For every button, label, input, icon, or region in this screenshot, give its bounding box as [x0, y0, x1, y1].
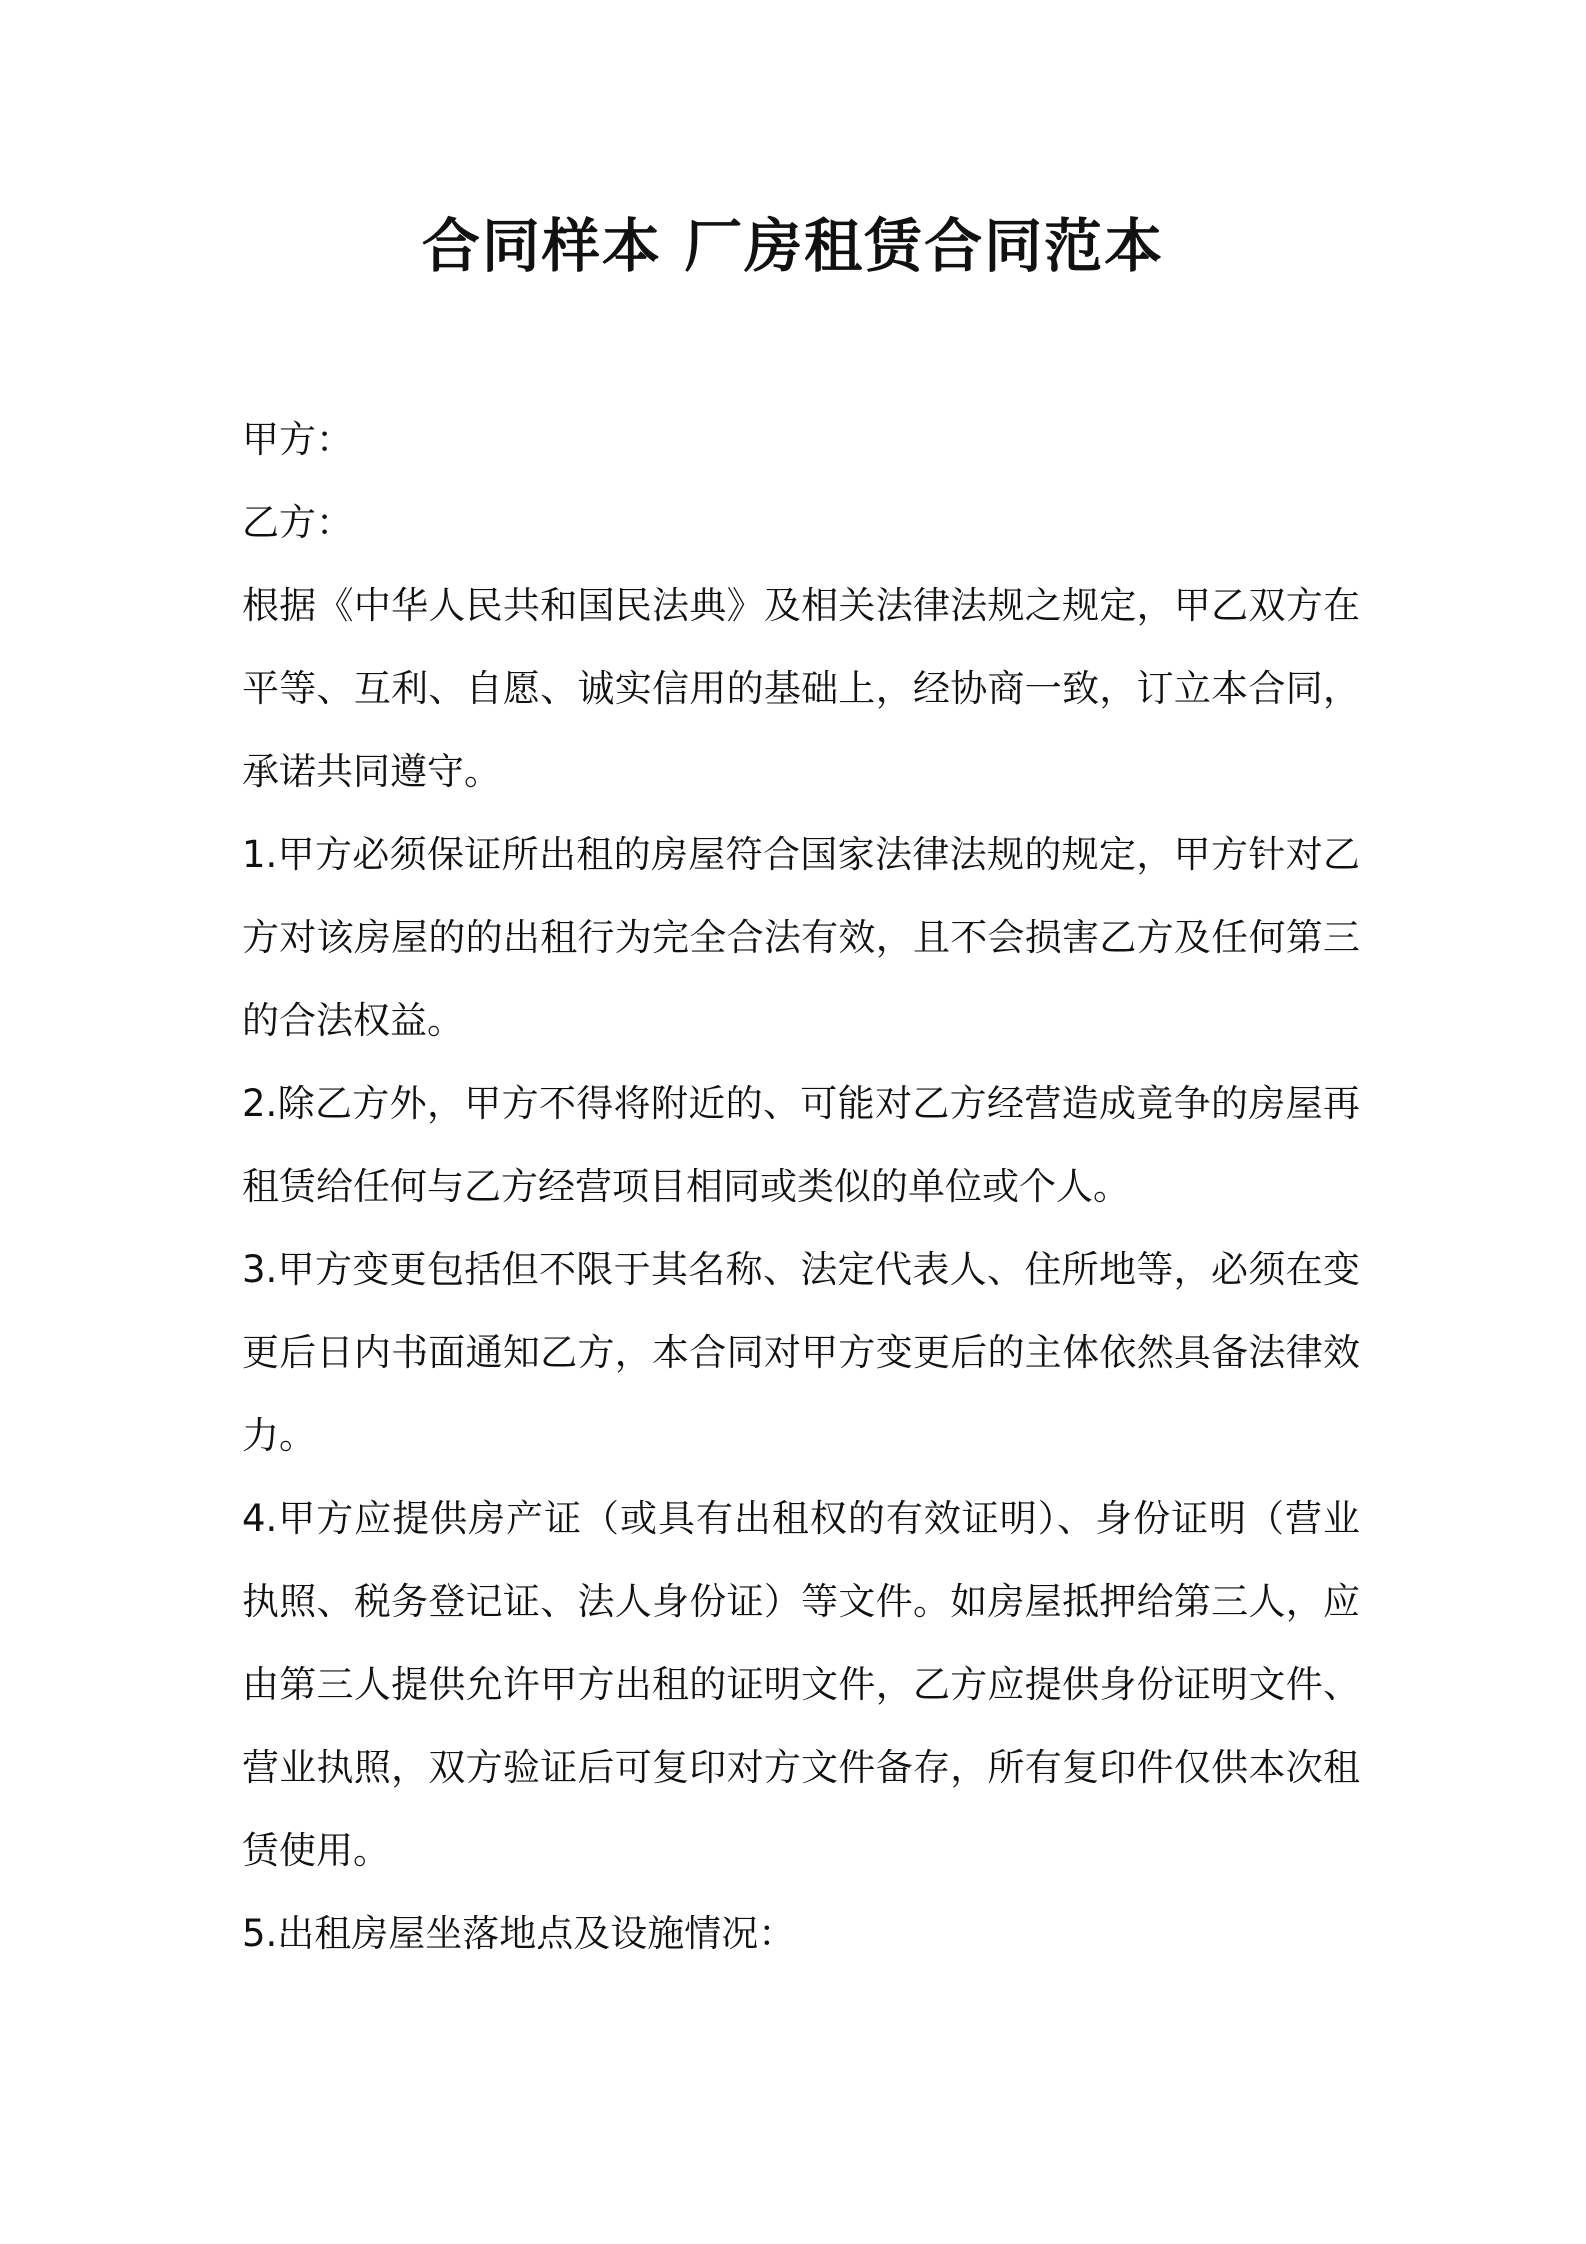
document-title: 合同样本 厂房租赁合同范本: [421, 212, 1165, 280]
clause-1-paragraph: 1.甲方必须保证所出租的房屋符合国家法律法规的规定，甲方针对乙方对该房屋的的出租行为完全合法有效，且不会损害乙方及任何第三的合法权益。: [242, 833, 1360, 1042]
clause-4-paragraph: 4.甲方应提供房产证（或具有出租权的有效证明）、身份证明（营业执照、税务登记证、法人身份证）等文件。如房屋抵押给第三人，应由第三人提供允许甲方出租的证明文件，乙方应提供身份证明文件、营业执照，双方验证后可复印对方文件备存，所有复印件仅供本次租赁使用。: [242, 1497, 1360, 1872]
document-body: [242, 398, 1360, 1975]
party-a-line: 甲方：: [242, 418, 353, 461]
clause-5-paragraph: 5.出租房屋坐落地点及设施情况：: [242, 1912, 796, 1955]
clause-2-paragraph: 2.除乙方外，甲方不得将附近的、可能对乙方经营造成竟争的房屋再租赁给任何与乙方经营项目相同或类似的单位或个人。: [242, 1082, 1360, 1208]
clause-3-paragraph: 3.甲方变更包括但不限于其名称、法定代表人、住所地等，必须在变更后日内书面通知乙方，本合同对甲方变更后的主体依然具备法律效力。: [242, 1248, 1360, 1457]
preamble-paragraph: 根据《中华人民共和国民法典》及相关法律法规之规定，甲乙双方在平等、互利、自愿、诚实信用的基础上，经协商一致，订立本合同，承诺共同遵守。: [242, 584, 1360, 793]
party-b-line: 乙方：: [242, 501, 353, 544]
